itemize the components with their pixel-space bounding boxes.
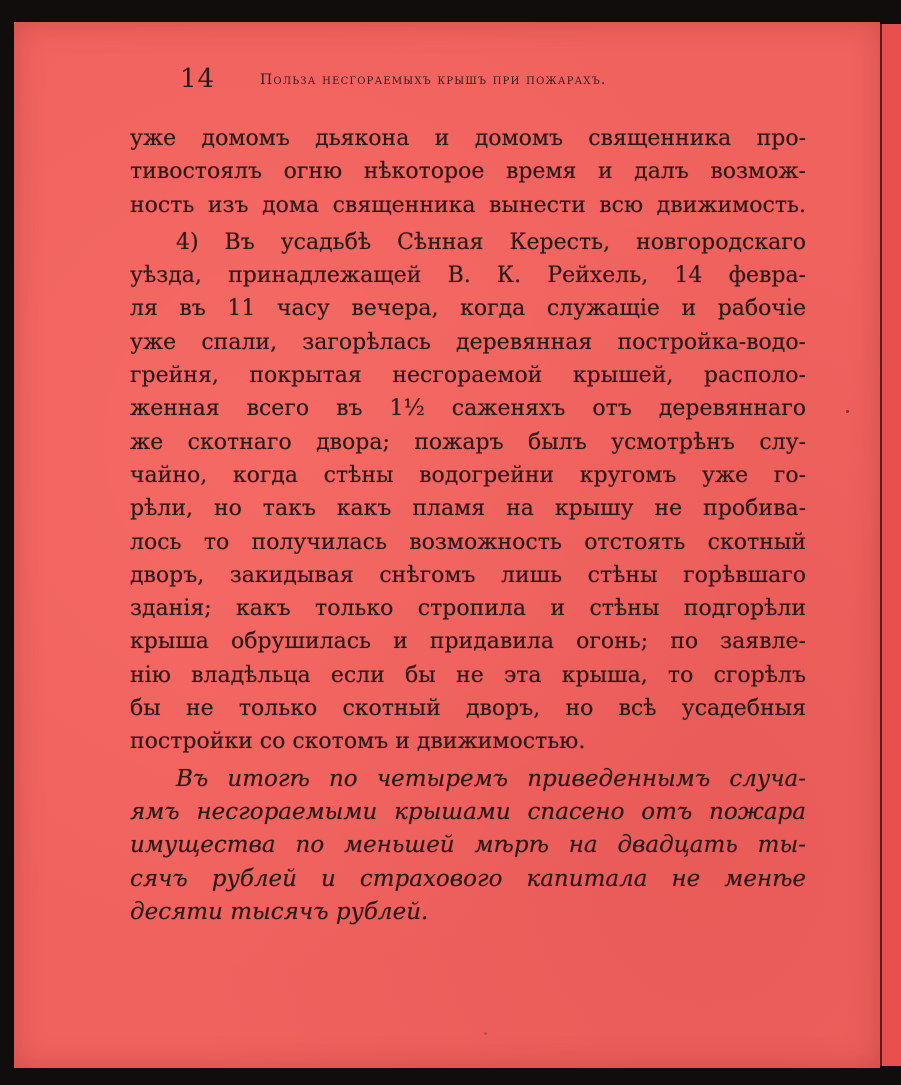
text-line: десяти тысячъ рублей. [130,898,429,925]
text-line: 4) Въ усадьбѣ Сѣнная Кересть, новгородскаго [176,229,806,255]
text-line: уѣзда, принадлежащей В. К. Рейхель, 14 февра- [130,263,806,289]
next-page-edge [880,24,901,1066]
paragraph-2 [130,226,806,759]
text-line: ность изъ дома священника вынести всю движимость. [130,192,806,218]
text-line: же скотнаго двора; пожаръ былъ усмотрѣнъ слу- [130,429,806,455]
book-page [14,22,880,1068]
text-line: сячъ рублей и страхового капитала не менѣе [130,865,806,892]
text-line: дворъ, закидывая снѣгомъ лишь стѣны горѣвшаго [130,562,806,588]
body-text [130,122,806,929]
text-line: уже спали, загорѣлась деревянная постройка-водо- [130,329,806,355]
text-line: зданія; какъ только стропила и стѣны подгорѣли [130,596,806,622]
running-head [14,62,880,102]
text-line: уже домомъ дьякона и домомъ священника про- [130,126,806,151]
text-line: тивостоялъ огню нѣкоторое время и далъ возмож- [130,159,806,185]
paragraph-1 [130,122,806,222]
text-line: ля въ 11 часу вечера, когда служащіе и рабочіе [130,296,806,322]
text-line: постройки со скотомъ и движимостью. [130,729,586,755]
text-line: бы не только скотный дворъ, но всѣ усадебныя [130,696,806,722]
text-line: нію владѣльца если бы не эта крыша, то сгорѣлъ [130,662,806,688]
text-line: Въ итогѣ по четыремъ приведеннымъ случа- [176,765,806,792]
text-line: крыша обрушилась и придавила огонь; по заявле- [130,629,806,655]
text-line: рѣли, но такъ какъ пламя на крышу не пробива- [130,496,806,522]
text-line: чайно, когда стѣны водогрейни кругомъ уже го- [130,462,806,488]
page-number: 14 [180,64,216,94]
paper-speck [484,1032,487,1035]
text-line: женная всего въ 1½ саженяхъ отъ деревяннаго [130,396,806,422]
text-line: имущества по меньшей мѣрѣ на двадцать ты- [130,832,806,859]
text-line: грейня, покрытая несгораемой крышей, располо- [130,363,806,389]
conclusion-paragraph [130,763,806,929]
paper-speck [846,410,849,413]
text-line: ямъ несгораемыми крышами спасено отъ пожара [130,798,806,825]
text-line: лось то получилась возможность отстоять скотный [130,529,806,555]
running-title: Польза несгораемыхъ крышъ при пожарахъ. [260,72,607,88]
